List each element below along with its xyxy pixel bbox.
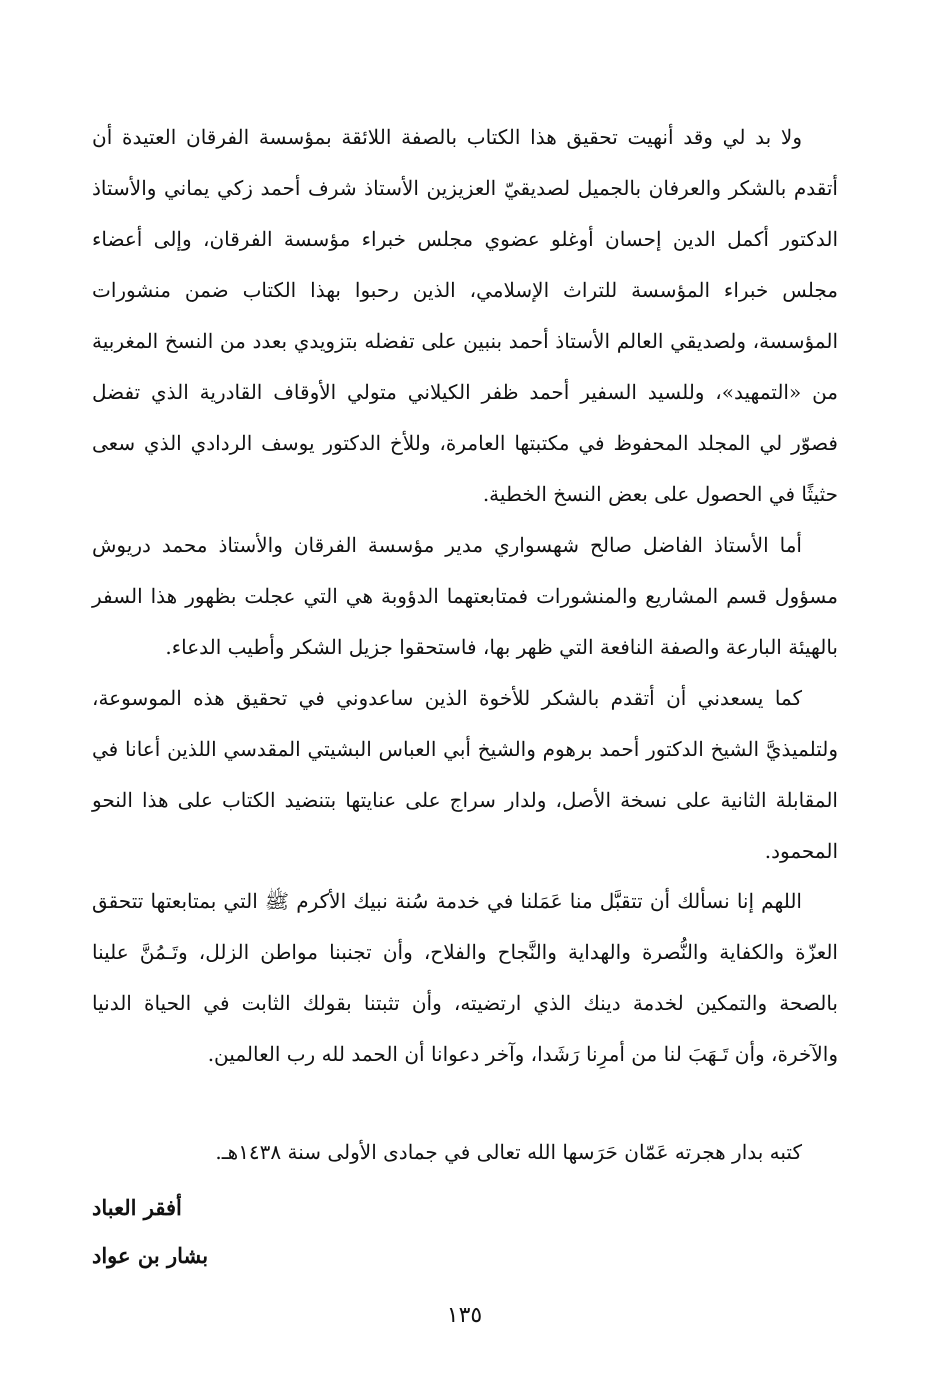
paragraph-helpers-thanks [92,673,838,877]
paragraph-acknowledgements [92,112,838,520]
date-line [92,1132,838,1172]
date-line-text: كتبه بدار هجرته عَمّان حَرَسها الله تعالى في جمادى الأولى سنة ١٤٣٨هـ. [215,1140,802,1164]
paragraph-text: ولا بد لي وقد أنهيت تحقيق هذا الكتاب بالصفة اللائقة بمؤسسة الفرقان العتيدة أن أتقدم بالشكر والعرفان بالجميل لصديقيّ العزيزين الأستاذ شرف أحمد زكي يماني والأستاذ الدكتور أكمل الدين إحسان أوغلو عضوي مجلس خبراء مؤسسة الفرقان، وإلى أعضاء مجلس خبراء المؤسسة للتراث الإسلامي، الذين رحبوا بهذا الكتاب ضمن منشورات المؤسسة، ولصديقي العالم الأستاذ أحمد بنبين على تفضله بتزويدي بعدد من النسخ المغربية من «التمهيد»، وللسيد السفير أحمد ظفر الكيلاني متولي الأوقاف القادرية الذي تفضل فصوّر لي المجلد المحفوظ في مكتبتها العامرة، وللأخ الدكتور يوسف الردادي الذي سعى حثيثًا في الحصول على بعض النسخ الخطية. [92,125,838,506]
paragraph-text: كما يسعدني أن أتقدم بالشكر للأخوة الذين ساعدوني في تحقيق هذه الموسوعة، ولتلميذيَّ الشيخ الدكتور أحمد برهوم والشيخ أبي العباس البشيتي المقدسي اللذين أعانا في المقابلة الثانية على نسخة الأصل، ولدار سراج على عنايتها بتنضيد الكتاب على هذا النحو المحمود. [92,686,838,863]
signature-title: أفقر العباد [92,1195,182,1220]
page-number: ١٣٥ [446,1303,483,1328]
paragraph-text: أما الأستاذ الفاضل صالح شهسواري مدير مؤسسة الفرقان والأستاذ محمد دريوش مسؤول قسم المشاريع والمنشورات فمتابعتهما الدؤوبة هي التي عجلت بظهور هذا السفر بالهيئة البارعة والصفة النافعة التي ظهر بها، فاستحقوا جزيل الشكر وأطيب الدعاء. [92,533,838,659]
paragraph-foundation-thanks [92,520,838,673]
signature-name: بشار بن عواد [92,1243,209,1268]
paragraph-text: اللهم إنا نسألك أن تتقبَّل منا عَمَلنا في خدمة سُنة نبيك الأكرم ﷺ التي بمتابعتها تتحقق العزّة والكفاية والنُّصرة والهداية والنَّجاح والفلاح، وأن تجنبنا مواطن الزلل، وتَـمُنَّ علينا بالصحة والتمكين لخدمة دينك الذي ارتضيته، وأن تثبتنا بقولك الثابت في الحياة الدنيا والآخرة، وأن تَـهَبَ لنا من أمرِنا رَشَدا، وآخر دعوانا أن الحمد لله رب العالمين. [92,889,838,1066]
paragraph-supplication [92,876,838,1080]
